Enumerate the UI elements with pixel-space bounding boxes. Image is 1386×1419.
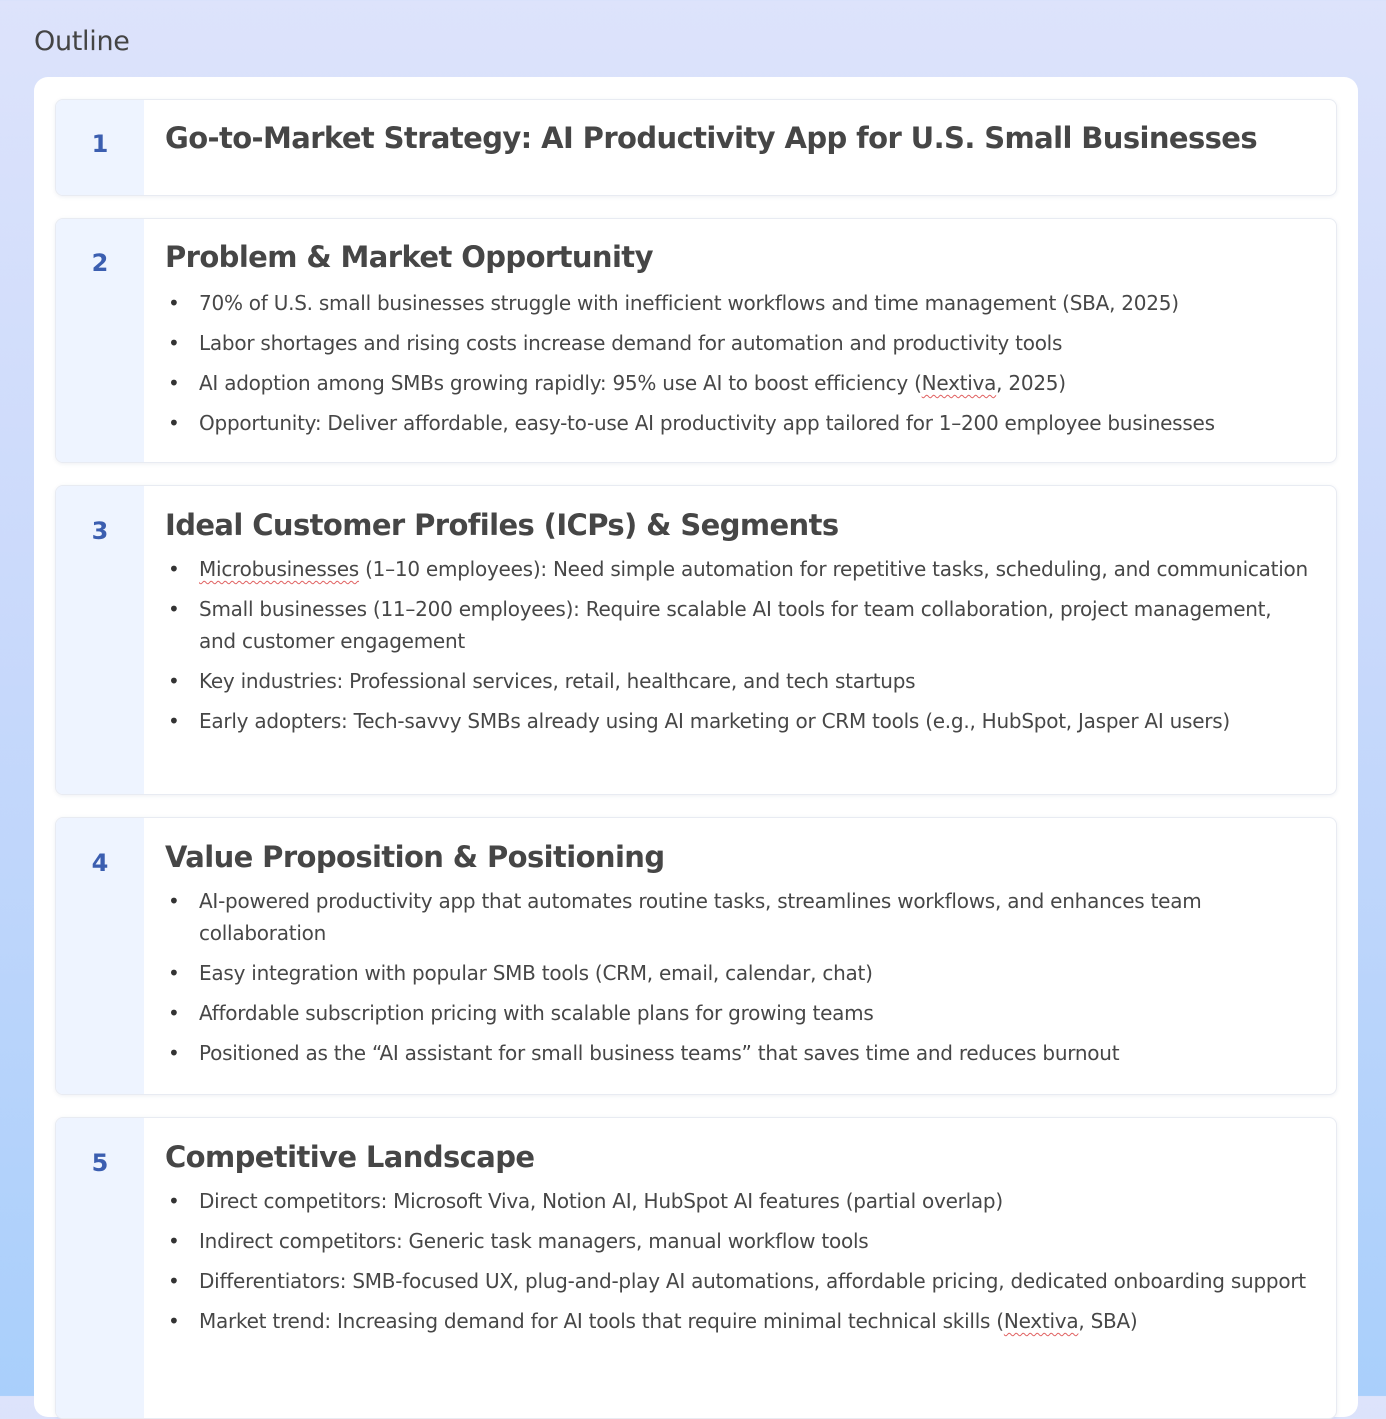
bullet-item[interactable]: • Positioned as the “AI assistant for small business teams” that saves time and reduces burnout [165, 1037, 1312, 1069]
page-title: Outline [34, 26, 130, 57]
bullet-item[interactable]: • Differentiators: SMB-focused UX, plug-and-play AI automations, affordable pricing, dedicated onboarding support [165, 1265, 1312, 1297]
bullet-list [165, 287, 1312, 439]
bullet-dot: • [168, 557, 180, 581]
bullet-item[interactable]: • Small businesses (11–200 employees): Require scalable AI tools for team collaboration, project management, and customer engagement [165, 593, 1312, 657]
outline-section-2[interactable] [55, 218, 1337, 463]
bullet-item[interactable] [165, 367, 1312, 399]
bullet-dot: • [168, 411, 180, 435]
section-number: 5 [91, 1149, 109, 1177]
bullet-dot: • [168, 669, 180, 693]
bullet-dot: • [168, 1189, 180, 1213]
section-number: 3 [91, 517, 109, 545]
bullet-list [165, 1185, 1312, 1337]
bullet-text-with-spellcheck: AI adoption among SMBs growing rapidly: 95% use AI to boost efficiency (Nextiva, 2025) [199, 371, 1066, 395]
bullet-item[interactable]: • AI-powered productivity app that automates routine tasks, streamlines workflows, and enhances team collaboration [165, 885, 1312, 949]
bullet-dot: • [168, 1001, 180, 1025]
section-title[interactable]: Problem & Market Opportunity [165, 240, 653, 274]
bullet-dot: • [168, 1229, 180, 1253]
outline-section-5[interactable] [55, 1117, 1337, 1419]
outline-panel [34, 77, 1358, 1417]
bullet-text-with-spellcheck: Microbusinesses (1–10 employees): Need simple automation for repetitive tasks, scheduling, and communication [199, 557, 1308, 581]
section-number: 1 [91, 130, 109, 158]
bullet-item[interactable]: • Early adopters: Tech-savvy SMBs already using AI marketing or CRM tools (e.g., HubSpot, Jasper AI users) [165, 705, 1312, 737]
bullet-dot: • [168, 1269, 180, 1293]
section-title[interactable]: Go-to-Market Strategy: AI Productivity App for U.S. Small Businesses [165, 121, 1257, 155]
bullet-dot: • [168, 291, 180, 315]
bullet-dot: • [168, 1309, 180, 1333]
bullet-item[interactable]: • Direct competitors: Microsoft Viva, Notion AI, HubSpot AI features (partial overlap) [165, 1185, 1312, 1217]
spellcheck-flagged-word[interactable]: Microbusinesses [199, 557, 359, 581]
bullet-item[interactable]: • Labor shortages and rising costs increase demand for automation and productivity tools [165, 327, 1312, 359]
bullet-item[interactable]: • Key industries: Professional services, retail, healthcare, and tech startups [165, 665, 1312, 697]
bullet-dot: • [168, 709, 180, 733]
bullet-item[interactable]: • 70% of U.S. small businesses struggle with inefficient workflows and time management (SBA, 2025) [165, 287, 1312, 319]
bullet-list [165, 885, 1312, 1069]
bullet-dot: • [168, 371, 180, 395]
spellcheck-flagged-word[interactable]: Nextiva [921, 371, 997, 395]
bullet-item[interactable]: • Affordable subscription pricing with scalable plans for growing teams [165, 997, 1312, 1029]
bullet-dot: • [168, 331, 180, 355]
section-title[interactable]: Competitive Landscape [165, 1140, 535, 1174]
bullet-item[interactable]: • Easy integration with popular SMB tools (CRM, email, calendar, chat) [165, 957, 1312, 989]
bullet-dot: • [168, 597, 180, 621]
section-number: 4 [91, 849, 109, 877]
section-title[interactable]: Ideal Customer Profiles (ICPs) & Segments [165, 508, 839, 542]
outline-section-1[interactable] [55, 99, 1337, 196]
bullet-item[interactable] [165, 1305, 1312, 1337]
bullet-dot: • [168, 1041, 180, 1065]
bullet-dot: • [168, 961, 180, 985]
section-number: 2 [91, 249, 109, 277]
bullet-dot: • [168, 889, 180, 913]
bullet-item[interactable]: • Opportunity: Deliver affordable, easy-to-use AI productivity app tailored for 1–200 employee businesses [165, 407, 1312, 439]
bullet-text-with-spellcheck: Market trend: Increasing demand for AI tools that require minimal technical skills (Nextiva, SBA) [199, 1309, 1138, 1333]
bullet-list [165, 553, 1312, 737]
bullet-item[interactable] [165, 553, 1312, 585]
outline-section-4[interactable] [55, 817, 1337, 1095]
outline-section-3[interactable] [55, 485, 1337, 795]
spellcheck-flagged-word[interactable]: Nextiva [1003, 1309, 1079, 1333]
bullet-item[interactable]: • Indirect competitors: Generic task managers, manual workflow tools [165, 1225, 1312, 1257]
section-title[interactable]: Value Proposition & Positioning [165, 840, 665, 874]
